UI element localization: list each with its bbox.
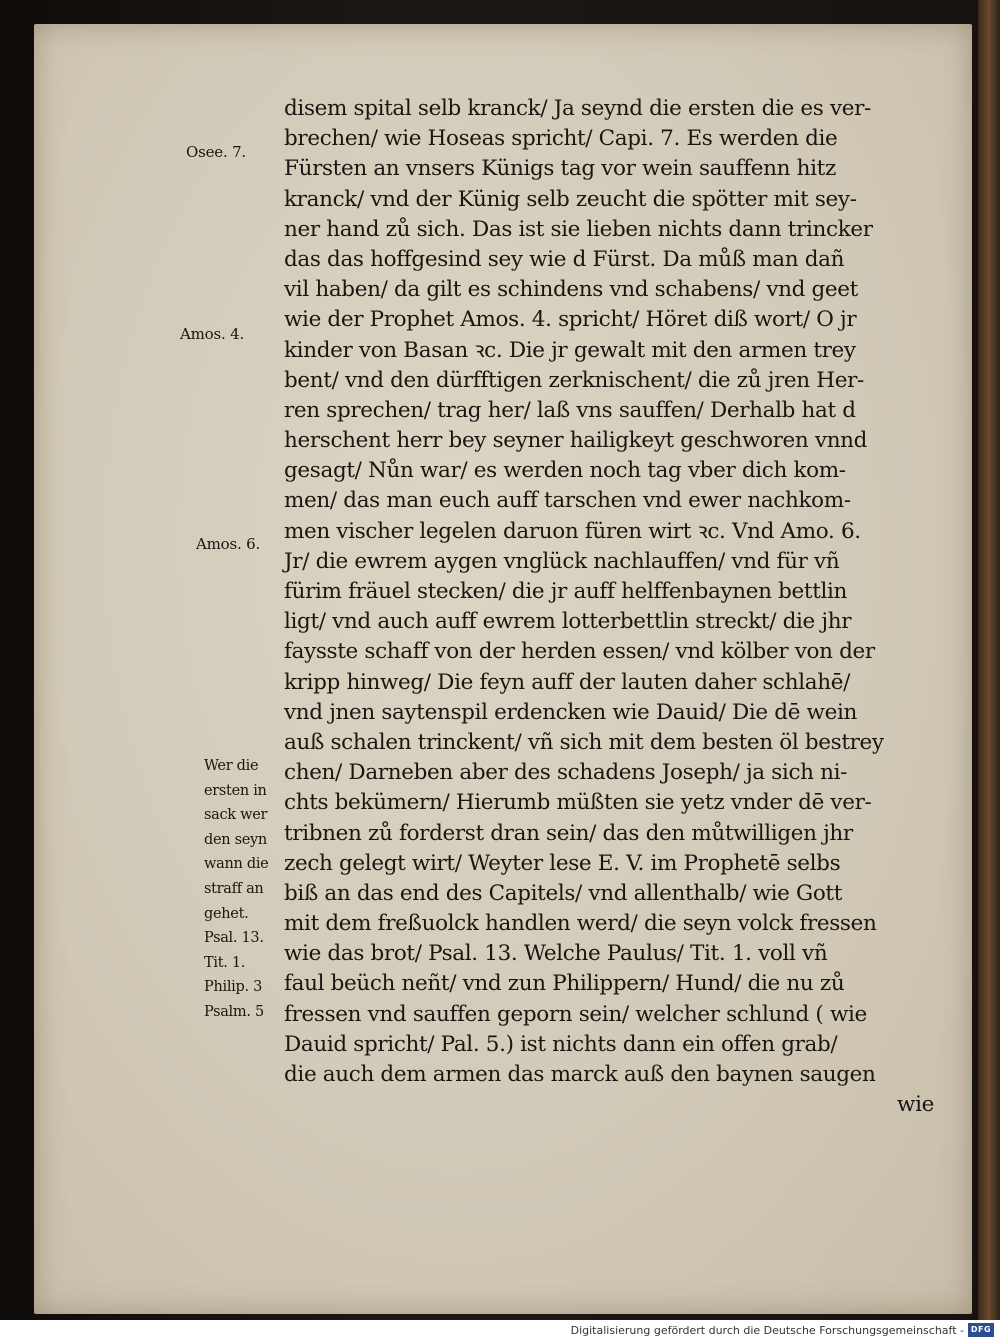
text-line: herschent herr bey seyner hailigkeyt geschworen vnnd (284, 428, 868, 454)
text-line: vnd jnen saytenspil erdencken wie Dauid/ Die dē wein (284, 699, 858, 725)
gloss-line: straff an (204, 880, 264, 897)
text-line: vil haben/ da gilt es schindens vnd schabens/ vnd geet (284, 277, 858, 303)
gloss-line: gehet. (204, 905, 249, 922)
margin-note-amos-6: Amos. 6. (196, 535, 261, 553)
text-line: kinder von Basan ꝛc. Die jr gewalt mit den armen trey (284, 337, 856, 363)
text-line: tribnen zů forderst dran sein/ das den můtwilligen jhr (284, 820, 853, 846)
book-page (34, 24, 972, 1314)
text-line: mit dem freßuolck handlen werd/ die seyn volck fressen (284, 911, 877, 937)
footer-bar (0, 1320, 1000, 1342)
text-line: faul beüch neñt/ vnd zun Philippern/ Hund/ die nu zů (284, 971, 845, 997)
text-line: Jr/ die ewrem aygen vnglück nachlauffen/ vnd für vñ (284, 548, 840, 574)
margin-note-osee: Osee. 7. (186, 143, 246, 161)
gloss-line: ersten in (204, 782, 267, 799)
text-line: Fürsten an vnsers Künigs tag vor wein sauffenn hitz (284, 156, 836, 182)
text-line: kranck/ vnd der Künig selb zeucht die spötter mit sey- (284, 186, 857, 212)
text-line: brechen/ wie Hoseas spricht/ Capi. 7. Es werden die (284, 126, 838, 152)
text-line: Dauid spricht/ Pal. 5.) ist nichts dann ein offen grab/ (284, 1031, 838, 1057)
text-line: men vischer legelen daruon füren wirt ꝛc. Vnd Amo. 6. (284, 518, 861, 544)
text-line: fürim fräuel stecken/ die jr auff helffenbaynen bettlin (284, 579, 848, 604)
gloss-line: Wer die (204, 758, 259, 774)
gloss-line: wann die (204, 856, 269, 873)
text-line: men/ das man euch auff tarschen vnd ewer nachkom- (284, 488, 851, 514)
text-line: wie der Prophet Amos. 4. spricht/ Höret diß wort/ O jr (284, 307, 857, 333)
text-line: chen/ Darneben aber des schadens Joseph/ ja sich ni- (284, 760, 848, 786)
body-text (284, 94, 934, 1120)
text-line: zech gelegt wirt/ Weyter lese E. V. im Prophetē selbs (284, 850, 841, 876)
text-line: auß schalen trinckent/ vñ sich mit dem besten öl bestrey (284, 729, 884, 755)
text-line: das das hoffgesind sey wie d Fürst. Da můß man dañ (284, 246, 845, 272)
book-spine-edge (978, 0, 1000, 1320)
marginal-gloss (204, 754, 268, 1025)
text-line: ren sprechen/ trag her/ laß vns sauffen/ Derhalb hat d (284, 397, 856, 423)
text-line: ner hand zů sich. Das ist sie lieben nichts dann trincker (284, 216, 873, 242)
text-line: chts bekümern/ Hierumb müßten sie yetz vnder dē ver- (284, 790, 872, 816)
text-line: disem spital selb kranck/ Ja seynd die ersten die es ver- (284, 96, 871, 121)
gloss-line: sack wer (204, 807, 268, 824)
text-line: ligt/ vnd auch auff ewrem lotterbettlin streckt/ die jhr (284, 609, 852, 635)
text-line: die auch dem armen das marck auß den baynen saugen (284, 1062, 876, 1087)
text-line: fressen vnd sauffen geporn sein/ welcher schlund ( wie (284, 1001, 867, 1027)
text-line: kripp hinweg/ Die feyn auff der lauten daher schlahē/ (284, 669, 851, 695)
dfg-logo-icon: DFG (968, 1323, 994, 1337)
gloss-line: Psal. 13. (204, 930, 264, 947)
text-line: bent/ vnd den dürfftigen zerknischent/ die zů jren Her- (284, 367, 864, 393)
gloss-line: Tit. 1. (204, 954, 246, 971)
text-line: gesagt/ Nůn war/ es werden noch tag vber dich kom- (284, 458, 846, 484)
gloss-line: den seyn (204, 831, 267, 848)
text-line: faysste schaff von der herden essen/ vnd kölber von der (284, 639, 875, 665)
funding-credit: Digitalisierung gefördert durch die Deutsche Forschungsgemeinschaft - (570, 1324, 964, 1337)
text-line: wie das brot/ Psal. 13. Welche Paulus/ Tit. 1. voll vñ (284, 941, 828, 967)
catchword: wie (897, 1092, 934, 1118)
gloss-line: Psalm. 5 (204, 1003, 264, 1020)
margin-note-amos-4: Amos. 4. (180, 325, 245, 343)
text-line: biß an das end des Capitels/ vnd allenthalb/ wie Gott (284, 880, 843, 906)
gloss-line: Philip. 3 (204, 979, 263, 996)
